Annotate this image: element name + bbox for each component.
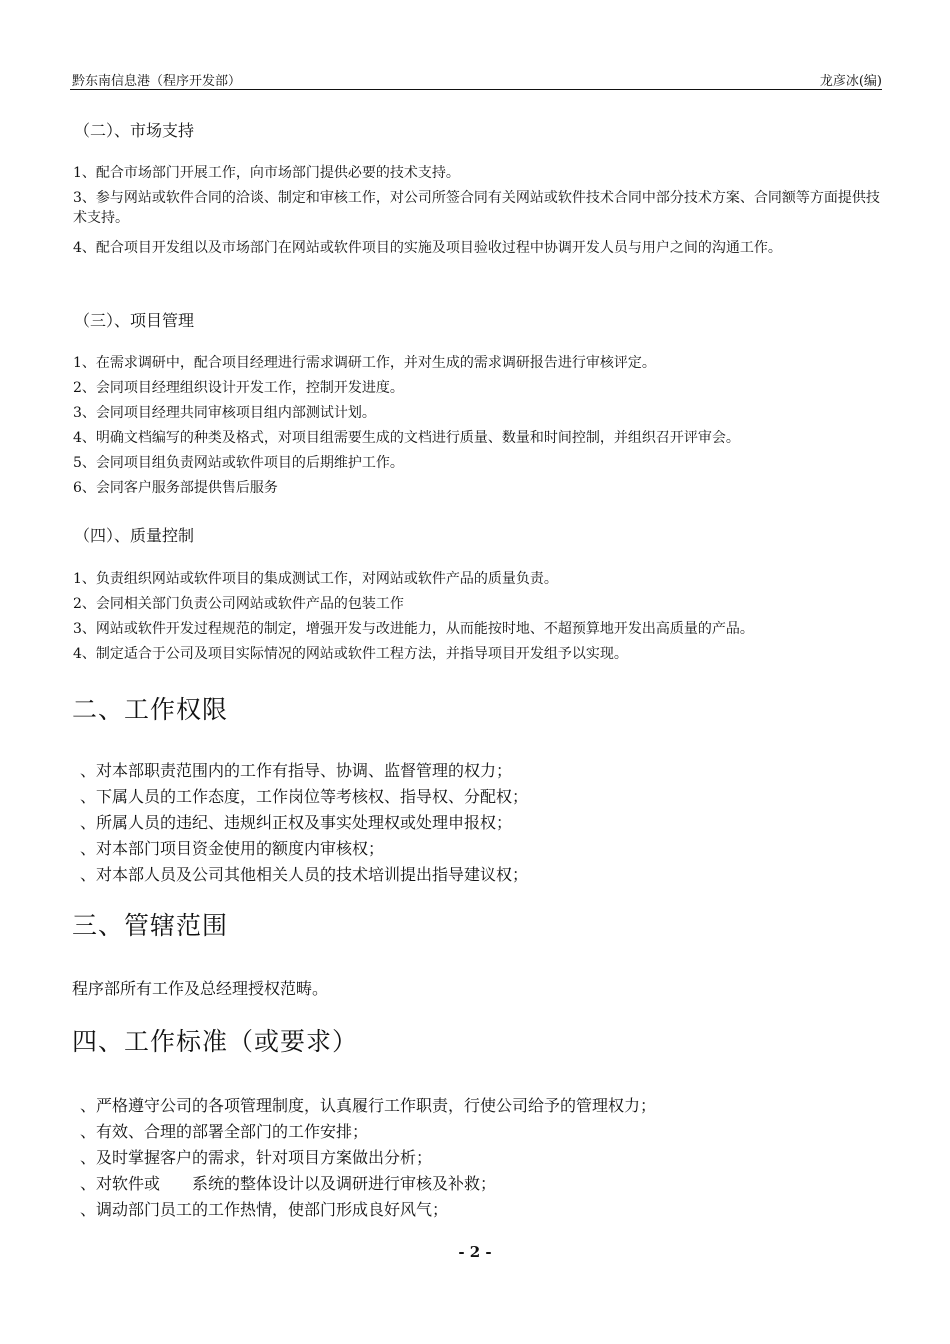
- authority-item: 、对本部职责范围内的工作有指导、协调、监督管理的权力；: [80, 761, 513, 780]
- standards-item: 、及时掌握客户的需求，针对项目方案做出分析；: [80, 1148, 433, 1167]
- scope-text: 程序部所有工作及总经理授权范畴。: [72, 979, 329, 998]
- authority-item: 、所属人员的违纪、违规纠正权及事实处理权或处理申报权；: [80, 813, 513, 832]
- subsection-title-quality: （四）、质量控制: [74, 526, 195, 545]
- market-item-1: 1、配合市场部门开展工作，向市场部门提供必要的技术支持。: [73, 165, 460, 181]
- project-item-1: 1、在需求调研中，配合项目经理进行需求调研工作，并对生成的需求调研报告进行审核评定。: [73, 355, 656, 371]
- authority-item: 、对本部人员及公司其他相关人员的技术培训提出指导建议权；: [80, 865, 529, 884]
- subsection-title-market: （二）、市场支持: [74, 121, 195, 140]
- quality-item-1: 1、负责组织网站或软件项目的集成测试工作，对网站或软件产品的质量负责。: [73, 571, 558, 587]
- standards-item: 、有效、合理的部署全部门的工作安排；: [80, 1122, 369, 1141]
- header-author: 龙彦冰(编): [819, 74, 882, 89]
- project-item-4: 4、明确文档编写的种类及格式，对项目组需要生成的文档进行质量、数量和时间控制，并组织召开评审会。: [73, 430, 740, 446]
- quality-item-4: 4、制定适合于公司及项目实际情况的网站或软件工程方法，并指导项目开发组予以实现。: [73, 646, 628, 662]
- header-title: 黔东南信息港（程序开发部）: [72, 74, 242, 89]
- authority-item: 、对本部门项目资金使用的额度内审核权；: [80, 839, 385, 858]
- standards-item: 、严格遵守公司的各项管理制度，认真履行工作职责，行使公司给予的管理权力；: [80, 1096, 657, 1115]
- project-item-3: 3、会同项目经理共同审核项目组内部测试计划。: [73, 405, 376, 421]
- project-item-2: 2、会同项目经理组织设计开发工作，控制开发进度。: [73, 380, 404, 396]
- subsection-title-project: （三）、项目管理: [74, 311, 195, 330]
- header-divider: [70, 89, 882, 90]
- market-item-3: 3、参与网站或软件合同的洽谈、制定和审核工作，对公司所签合同有关网站或软件技术合同中部分技术方案、合同额等方面提供技术支持。: [73, 190, 880, 226]
- market-item-4: 4、配合项目开发组以及市场部门在网站或软件项目的实施及项目验收过程中协调开发人员与用户之间的沟通工作。: [73, 240, 782, 256]
- authority-item: 、下属人员的工作态度，工作岗位等考核权、指导权、分配权；: [80, 787, 529, 806]
- standards-item: 、调动部门员工的工作热情，使部门形成良好风气；: [80, 1200, 449, 1219]
- standards-item: 、对软件或 系统的整体设计以及调研进行审核及补救；: [80, 1174, 497, 1193]
- project-item-5: 5、会同项目组负责网站或软件项目的后期维护工作。: [73, 455, 404, 471]
- project-item-6: 6、会同客户服务部提供售后服务: [73, 480, 278, 496]
- quality-item-2: 2、会同相关部门负责公司网站或软件产品的包装工作: [73, 596, 404, 612]
- page-number: - 2 -: [458, 1243, 492, 1261]
- section-heading-authority: 二、工作权限: [72, 695, 229, 724]
- section-heading-standards: 四、工作标准（或要求）: [72, 1027, 359, 1056]
- quality-item-3: 3、网站或软件开发过程规范的制定，增强开发与改进能力，从而能按时地、不超预算地开发出高质量的产品。: [73, 621, 754, 637]
- section-heading-scope: 三、管辖范围: [72, 911, 229, 940]
